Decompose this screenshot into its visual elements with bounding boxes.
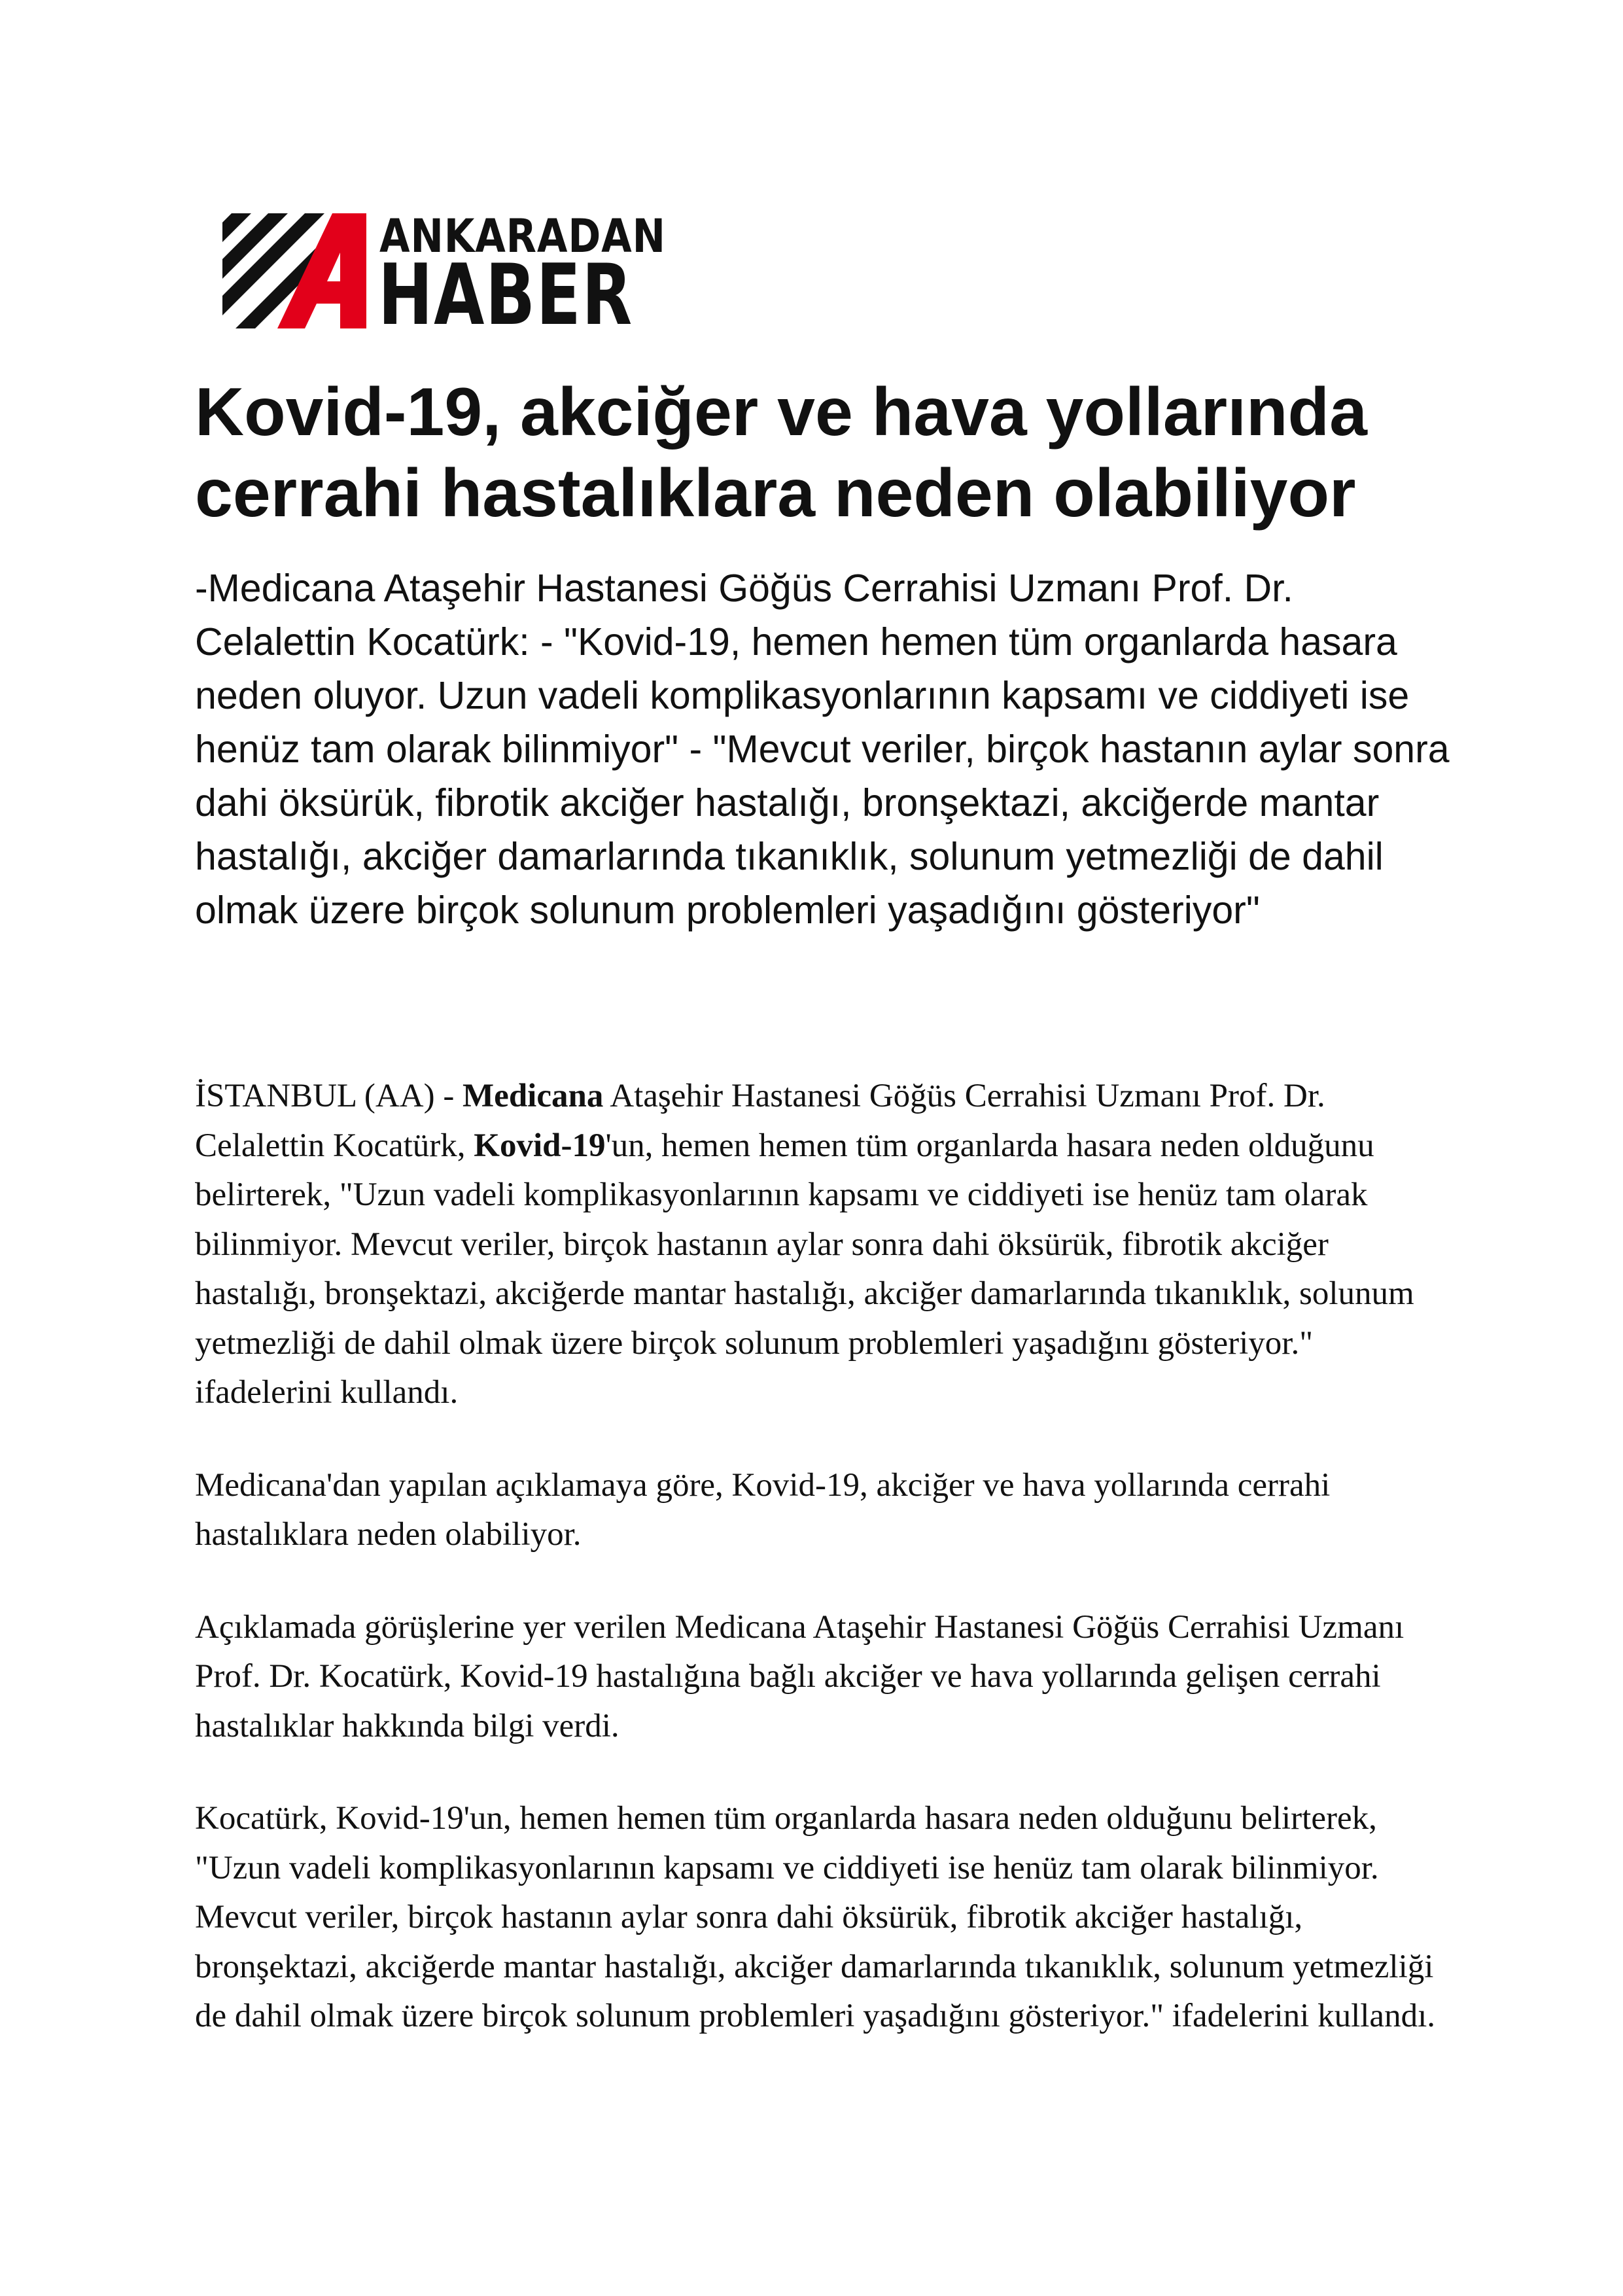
- lead-paragraph: [195, 1072, 1438, 1418]
- lead-text-1: Ataşehir Hastanesi Göğüs Cerrahisi Uzmanı Prof. Dr. Celalettin Kocatürk,: [195, 1078, 1325, 1164]
- logo-text-haber: HABER: [378, 247, 633, 344]
- body-paragraph: Açıklamada görüşlerine yer verilen Medicana Ataşehir Hastanesi Göğüs Cerrahisi Uzmanı Prof. Dr. Kocatürk, Kovid-19 hastalığına bağlı akciğer ve hava yollarında gelişen cerrahi hastalıklar hakkında bilgi verdi.: [195, 1608, 1405, 1744]
- article-title: Kovid-19, akciğer ve hava yollarında cerrahi hastalıklara neden olabiliyor: [195, 374, 1367, 531]
- dateline: İSTANBUL (AA) -: [195, 1078, 463, 1114]
- site-logo[interactable]: [222, 209, 666, 344]
- lead-text-2: 'un, hemen hemen tüm organlarda hasara neden olduğunu belirterek, "Uzun vadeli komplikasyonlarının kapsamı ve ciddiyeti ise henüz tam olarak bilinmiyor. Mevcut veriler, birçok hastanın aylar sonra dahi öksürük, fibrotik akciğer hastalığı, bronşektazi, akciğerde mantar hastalığı, akciğer damarlarında tıkanıklık, solunum yetmezliği de dahil olmak üzere birçok solunum problemleri yaşadığını gösteriyor." ifadelerini kullandı.: [195, 1127, 1414, 1411]
- body-paragraph: Medicana'dan yapılan açıklamaya göre, Kovid-19, akciğer ve hava yollarında cerrahi hastalıklara neden olabiliyor.: [195, 1466, 1331, 1553]
- article-body: [195, 1072, 1438, 2085]
- stripes-a-logo-icon: [222, 213, 366, 328]
- logo-text-ankaradan: ANKARADAN: [379, 209, 666, 263]
- body-paragraph: Kocatürk, Kovid-19'un, hemen hemen tüm organlarda hasara neden olduğunu belirterek, "Uzun vadeli komplikasyonlarının kapsamı ve ciddiyeti ise henüz tam olarak bilinmiyor. Mevcut veriler, birçok hastanın aylar sonra dahi öksürük, fibrotik akciğer hastalığı, bronşektazi, akciğerde mantar hastalığı, akciğer damarlarında tıkanıklık, solunum yetmezliği de dahil olmak üzere birçok solunum problemleri yaşadığını gösteriyor." ifadelerini kullandı.: [195, 1800, 1435, 2034]
- article-summary: -Medicana Ataşehir Hastanesi Göğüs Cerrahisi Uzmanı Prof. Dr. Celalettin Kocatürk: - "Kovid-19, hemen hemen tüm organlarda hasara neden oluyor. Uzun vadeli komplikasyonlarının kapsamı ve ciddiyeti ise henüz tam olarak bilinmiyor" - "Mevcut veriler, birçok hastanın aylar sonra dahi öksürük, fibrotik akciğer hastalığı, bronşektazi, akciğerde mantar hastalığı, akciğer damarlarında tıkanıklık, solunum yetmezliği de dahil olmak üzere birçok solunum problemleri yaşadığını gösteriyor": [195, 567, 1450, 932]
- bold-kovid: Kovid-19: [474, 1127, 606, 1164]
- bold-medicana: Medicana: [462, 1078, 604, 1114]
